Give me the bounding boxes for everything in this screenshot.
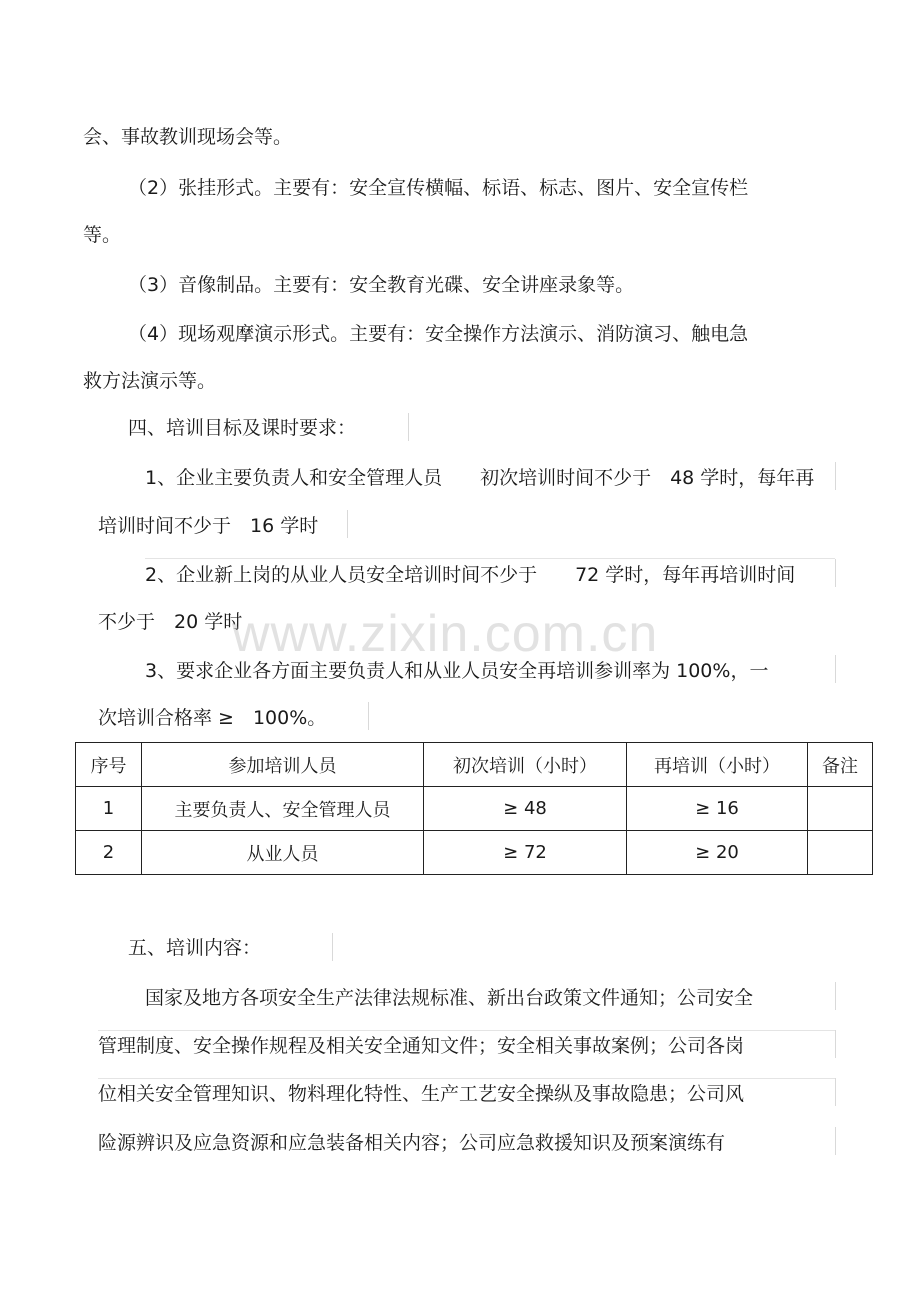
text-line: 救方法演示等。 xyxy=(83,370,217,392)
table-cell: ≥ 48 xyxy=(424,787,627,831)
margin-rule xyxy=(835,559,836,587)
margin-rule xyxy=(835,1030,836,1058)
table-row xyxy=(76,831,873,875)
section-heading: 五、培训内容： xyxy=(128,937,262,959)
margin-rule xyxy=(835,462,836,490)
margin-rule xyxy=(98,1030,835,1031)
table-cell: 主要负责人、安全管理人员 xyxy=(142,787,424,831)
table-header-row xyxy=(76,743,873,787)
table-cell: 2 xyxy=(76,831,142,875)
text-line: 国家及地方各项安全生产法律法规标准、新出台政策文件通知；公司安全 xyxy=(145,987,754,1009)
margin-rule xyxy=(835,655,836,683)
text-line: （4）现场观摩演示形式。主要有：安全操作方法演示、消防演习、触电急 xyxy=(128,323,749,345)
margin-rule xyxy=(347,510,348,538)
text-line: 次培训合格率 ≥ 100%。 xyxy=(98,707,327,729)
training-hours-table xyxy=(75,742,873,875)
margin-rule xyxy=(835,1078,836,1106)
text-line: 培训时间不少于 16 学时 xyxy=(98,515,319,537)
text-line: 会、事故教训现场会等。 xyxy=(83,126,293,148)
margin-rule xyxy=(145,558,835,559)
text-line: 3、要求企业各方面主要负责人和从业人员安全再培训参训率为 100%，一 xyxy=(145,660,769,682)
margin-rule xyxy=(408,413,409,441)
text-line: （2）张挂形式。主要有：安全宣传横幅、标语、标志、图片、安全宣传栏 xyxy=(128,177,749,199)
text-line: 等。 xyxy=(83,224,122,246)
table-header-cell: 初次培训（小时） xyxy=(424,743,627,787)
text-line: 2、企业新上岗的从业人员安全培训时间不少于 72 学时，每年再培训时间 xyxy=(145,564,796,586)
table-cell xyxy=(808,787,873,831)
table-cell: 从业人员 xyxy=(142,831,424,875)
text-line: 1、企业主要负责人和安全管理人员 初次培训时间不少于 48 学时，每年再 xyxy=(145,467,815,489)
text-line: 不少于 20 学时 xyxy=(98,611,243,633)
text-line: 位相关安全管理知识、物料理化特性、生产工艺安全操纵及事故隐患；公司风 xyxy=(98,1083,745,1105)
margin-rule xyxy=(98,1078,835,1079)
margin-rule xyxy=(835,982,836,1010)
table-cell: ≥ 16 xyxy=(627,787,808,831)
text-line: 管理制度、安全操作规程及相关安全通知文件；安全相关事故案例；公司各岗 xyxy=(98,1035,745,1057)
watermark: www.zixin.com.cn xyxy=(232,605,659,663)
margin-rule xyxy=(835,1127,836,1155)
table-row xyxy=(76,787,873,831)
table-cell: ≥ 72 xyxy=(424,831,627,875)
table-header-cell: 备注 xyxy=(808,743,873,787)
table-cell: 1 xyxy=(76,787,142,831)
table-header-cell: 参加培训人员 xyxy=(142,743,424,787)
table-cell: ≥ 20 xyxy=(627,831,808,875)
text-line: 险源辨识及应急资源和应急装备相关内容；公司应急救援知识及预案演练有 xyxy=(98,1132,726,1154)
margin-rule xyxy=(332,933,333,961)
margin-rule xyxy=(368,702,369,730)
section-heading: 四、培训目标及课时要求： xyxy=(128,417,357,439)
table-header-cell: 序号 xyxy=(76,743,142,787)
text-line: （3）音像制品。主要有：安全教育光碟、安全讲座录象等。 xyxy=(128,274,635,296)
table-cell xyxy=(808,831,873,875)
table-header-cell: 再培训（小时） xyxy=(627,743,808,787)
